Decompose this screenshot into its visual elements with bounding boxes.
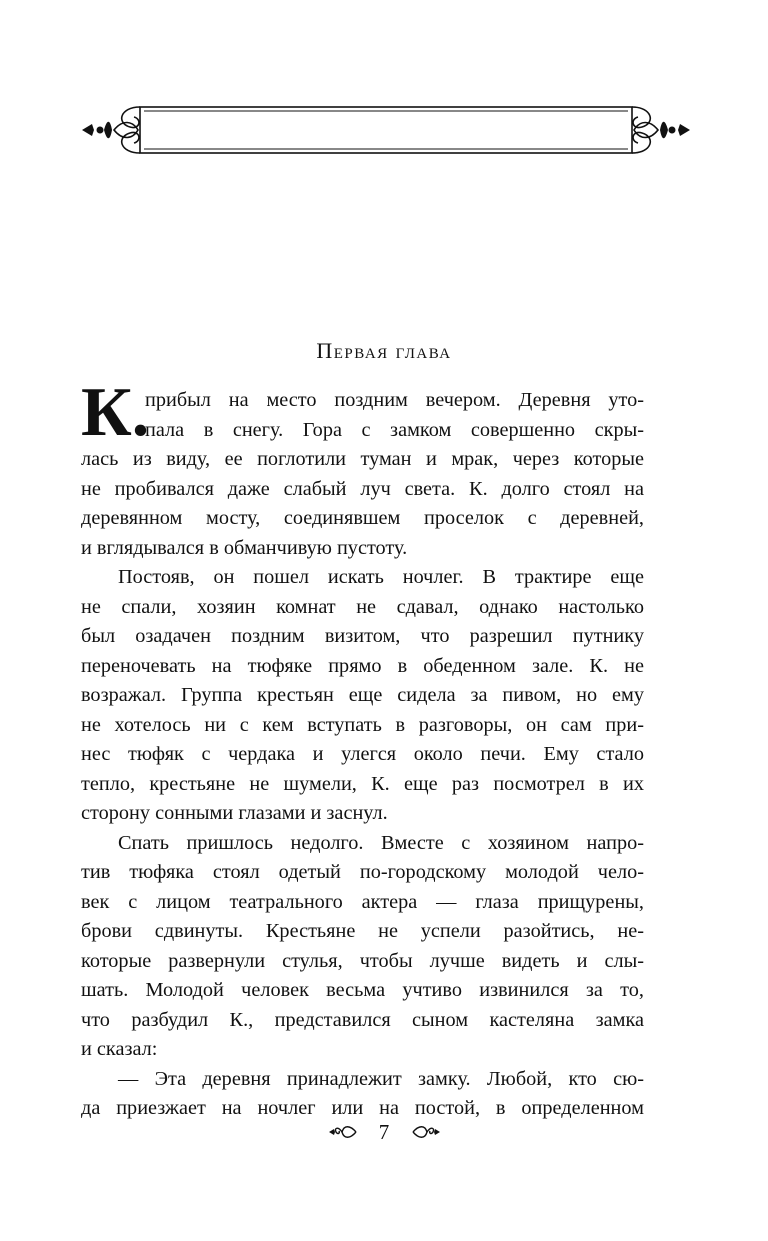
text-line: прибыл на место поздним вечером. Деревня уто- [145,389,644,411]
text-line: лась из виду, ее поглотили туман и мрак, через которые [81,448,644,470]
text-line: не хотелось ни с кем вступать в разговоры, он сам при- [81,713,644,736]
body-text [81,386,644,1124]
text-line: тив тюфяка стоял одетый по-городскому молодой чело- [81,861,644,883]
text-line: и вглядывался в обманчивую пустоту. [81,536,408,559]
text-line: которые развернули стулья, чтобы лучше видеть и слы- [81,949,644,972]
text-line: да приезжает на ночлег или на постой, в определенном [81,1097,644,1119]
ornament-left-icon [328,1123,358,1141]
chapter-title: Первая глава [316,338,452,363]
text-line: сторону сонными глазами и заснул. [81,802,388,824]
text-line: и сказал: [81,1038,158,1060]
text-line: пала в снегу. Гора с замком совершенно скры- [145,418,644,441]
text-line: век с лицом театрального актера — глаза прищурены, [81,890,644,913]
text-line: Спать пришлось недолго. Вместе с хозяином напро- [118,831,644,854]
text-line: не спали, хозяин комнат не сдавал, однако настолько [81,595,644,618]
text-line: был озадачен поздним визитом, что разрешил путнику [81,625,644,647]
text-line: — Эта деревня принадлежит замку. Любой, кто сю- [118,1067,644,1090]
text-line: не пробивался даже слабый луч света. К. долго стоял на [81,477,644,500]
text-line: тепло, крестьяне не шумели, К. еще раз посмотрел в их [81,772,644,795]
text-line: брови сдвинуты. Крестьяне не успели разойтись, не- [81,920,644,942]
text-line: Постояв, он пошел искать ночлег. В трактире еще [118,566,644,588]
text-line: шать. Молодой человек весьма учтиво извинился за то, [81,979,644,1001]
decorative-header-frame [80,105,692,155]
ornament-right-icon [411,1123,441,1141]
text-line: переночевать на тюфяке прямо в обеденном зале. К. не [81,654,644,677]
text-line: нес тюфяк с чердака и улегся около печи. Ему стало [81,743,644,765]
text-line: что разбудил К., представился сыном кастеляна замка [81,1008,644,1031]
text-line: деревянном мосту, соединявшем проселок с деревней, [81,507,644,529]
text-line: возражал. Группа крестьян еще сидела за пивом, но ему [81,684,644,706]
page-number: 7 [378,1119,390,1144]
drop-cap: К. [81,374,150,451]
page-footer [0,1118,768,1145]
